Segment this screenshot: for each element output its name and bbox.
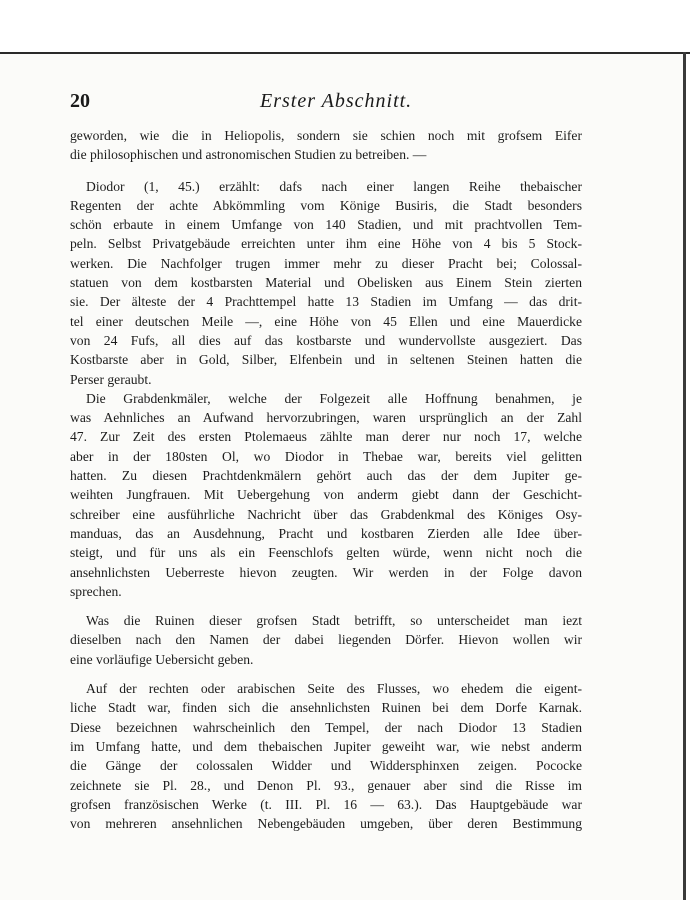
text-line: werken. Die Nachfolger trugen immer mehr zu dieser Pracht bei; Colossal-: [70, 255, 582, 271]
text-line: statuen von dem kostbarsten Material und Obelisken aus Einem Stein zierten: [70, 275, 582, 291]
text-line: Die Grabdenkmäler, welche der Folgezeit alle Hoffnung benahmen, je: [86, 390, 582, 406]
paragraph: [70, 126, 582, 165]
text-line: was Aehnliches an Aufwand hervorzubringen, waren ursprünglich an der Zahl: [70, 410, 582, 426]
text-line: Kostbarste aber in Gold, Silber, Elfenbein und in seltenen Steinen hatten die: [70, 352, 582, 368]
text-line: ansehnlichsten Ueberreste hievon zeugten. Wir werden in der Folge davon: [70, 564, 582, 580]
text-line: 47. Zur Zeit des ersten Ptolemaeus zählte man derer nur noch 17, welche: [70, 429, 582, 445]
text-line: sprechen.: [70, 583, 122, 599]
text-line: Perser geraubt.: [70, 371, 152, 387]
text-line: zeichnete sie Pl. 28., und Denon Pl. 93., genauer aber sind die Risse im: [70, 777, 582, 793]
text-line: aber in der 180sten Ol, wo Diodor in Thebae war, bereits viel gelitten: [70, 448, 582, 464]
book-page: [0, 54, 683, 900]
text-line: eine vorläufige Uebersicht geben.: [70, 651, 254, 667]
page-number: 20: [70, 90, 90, 112]
text-line: grofsen französischen Werke (t. III. Pl. 16 — 63.). Das Hauptgebäude war: [70, 796, 582, 812]
body-text: [70, 126, 582, 833]
text-line: von 24 Fufs, all dies auf das kostbarste und wundervollste ausgeziert. Das: [70, 332, 582, 348]
text-line: liche Stadt war, finden sich die ansehnlichsten Ruinen bei dem Dorfe Karnak.: [70, 700, 582, 716]
text-line: tel einer deutschen Meile —, eine Höhe von 45 Ellen und eine Mauerdicke: [70, 313, 582, 329]
text-line: dieselben nach den Namen der dabei liegenden Dörfer. Hievon wollen wir: [70, 632, 582, 648]
text-line: Was die Ruinen dieser grofsen Stadt betrifft, so unterscheidet man iezt: [86, 613, 582, 629]
text-line: im Umfang hatte, und dem thebaischen Jupiter geweiht war, wie nebst anderm: [70, 738, 582, 754]
page-header: [70, 90, 590, 116]
text-line: sie. Der älteste der 4 Prachttempel hatte 13 Stadien im Umfang — das drit-: [70, 294, 582, 310]
paragraph: [70, 611, 582, 669]
text-line: hatten. Zu diesen Prachtdenkmälern gehört auch das der dem Jupiter ge-: [70, 468, 582, 484]
text-line: peln. Selbst Privatgebäude erreichten unter ihm eine Höhe von 4 bis 5 Stock-: [70, 236, 582, 252]
text-line: geworden, wie die in Heliopolis, sondern sie schien noch mit grofsem Eifer: [70, 128, 582, 143]
text-line: steigt, und für uns als ein Feenschlofs gelten würde, wenn nicht noch die: [70, 545, 582, 561]
text-line: Regenten der achte Abkömmling vom Könige Busiris, die Stadt besonders: [70, 197, 582, 213]
text-line: Diese bezeichnen wahrscheinlich den Tempel, der nach Diodor 13 Stadien: [70, 719, 582, 735]
text-line: schreiber eine ausführliche Nachricht über das Grabdenkmal des Königes Osy-: [70, 506, 582, 522]
text-line: von mehreren ansehnlichen Nebengebäuden umgeben, über deren Bestimmung: [70, 816, 582, 832]
paragraph: [70, 389, 582, 601]
paragraph: [70, 679, 582, 833]
paragraph: [70, 177, 582, 389]
running-head: Erster Abschnitt.: [260, 90, 413, 112]
scan-border-right: [683, 52, 686, 900]
text-line: Diodor (1, 45.) erzählt: dafs nach einer langen Reihe thebaischer: [86, 178, 582, 194]
text-line: weihten Jungfrauen. Mit Uebergehung von anderm giebt dann der Geschicht-: [70, 487, 582, 503]
text-line: schön erbaute in einem Umfange von 140 Stadien, und mit prachtvollen Tem-: [70, 217, 582, 233]
text-line: manduas, das an Ausdehnung, Pracht und kostbaren Zierden alle Idee über-: [70, 525, 582, 541]
text-line: die Gänge der colossalen Widder und Widdersphinxen zeigen. Pococke: [70, 758, 582, 774]
text-line: die philosophischen und astronomischen Studien zu betreiben. —: [70, 147, 427, 163]
text-line: Auf der rechten oder arabischen Seite des Flusses, wo ehedem die eigent-: [86, 681, 582, 697]
